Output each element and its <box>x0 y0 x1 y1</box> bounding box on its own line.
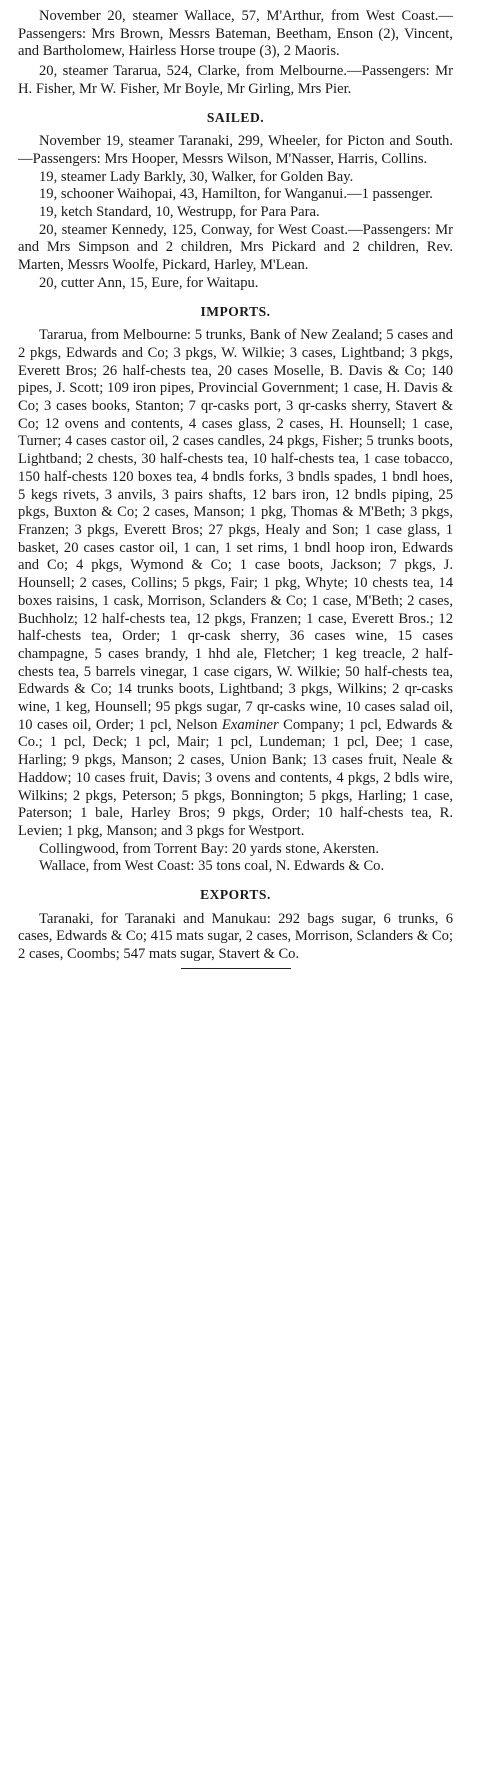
sailed-entry: 20, cutter Ann, 15, Eure, for Waitapu. <box>39 274 259 291</box>
sailed-entry: 19, steamer Lady Barkly, 30, Walker, for Golden Bay. <box>39 168 354 185</box>
imports-heading: IMPORTS. <box>200 303 271 319</box>
export-entry: Taranaki, for Taranaki and Manukau: 292 bags sugar, 6 trunks, 6 cases, Edwards & Co; 415 mats sugar, 2 cases, Morrison, Sclanders & Co; 2 cases, Coombs; 547 mats sugar, Stavert & Co. <box>18 910 453 963</box>
import-entry: Wallace, from West Coast: 35 tons coal, N. Edwards & Co. <box>39 858 385 875</box>
exports-heading: EXPORTS. <box>200 887 271 903</box>
import-entry: Collingwood, from Torrent Bay: 20 yards stone, Akersten. <box>39 840 379 857</box>
newspaper-name: Examiner <box>221 716 279 733</box>
sailed-heading: SAILED. <box>206 109 265 125</box>
arrival-entry: 20, steamer Tararua, 524, Clarke, from Melbourne.—Passengers: Mr H. Fisher, Mr W. Fisher, Mr Boyle, Mr Girling, Mrs Pier. <box>18 63 453 97</box>
sailed-entry: 19, schooner Waihopai, 43, Hamilton, for Wanganui.—1 passenger. <box>39 186 433 203</box>
import-entry-tararua <box>18 327 453 840</box>
import-text: Tararua, from Melbourne: 5 trunks, Bank of New Zealand; 5 cases and 2 pkgs, Edwards and Co; 3 pkgs, W. Wilkie; 3 cases, Lightband; 3 pkgs, Everett Bros; 26 half-chests tea, 20 cases Moselle, B. Davis & Co; 140 pipes, J. Scott; 109 iron pipes, Provincial Government; 1 case, H. Davis & Co; 3 cases books, Stanton; 7 qr-casks port, 3 qr-casks sherry, Stavert & Co; 12 ovens and contents, 4 cases glass, 2 cases, H. Hounsell; 1 case, Turner; 4 cases castor oil, 2 cases candles, 24 pkgs, Fisher; 5 trunks boots, Lightband; 2 chests, 30 half-chests tea, 10 half-chests tea, 1 case tobacco, 150 half-chests 120 boxes tea, 4 bndls forks, 3 bndls spades, 1 bndl hoes, 5 kegs rivets, 3 anvils, 3 pairs shafts, 12 bars iron, 12 bndls piping, 25 pkgs, Buxton & Co; 2 cases, Manson; 1 pkg, Thomas & M'Beth; 3 pkgs, Franzen; 3 pkgs, Everett Bros; 27 pkgs, Healy and Son; 1 case glass, 1 basket, 20 cases castor oil, 1 can, 1 set rims, 1 bndl hoop iron, Edwards and Co; 4 pkgs, Wymond & Co; 1 case boots, Jackson; 7 pkgs, J. Hounsell; 2 cases, Collins; 5 pkgs, Fair; 1 pkg, Whyte; 10 chests tea, 14 boxes raisins, 1 cask, Morrison, Sclanders & Co; 1 case, M'Beth; 2 cases, Buchholz; 12 half-chests tea, 12 pkgs, Franzen; 1 case, Everett Bros.; 12 half-chests tea, Order; 1 qr-cask sherry, 36 cases wine, 15 cases champagne, 5 cases brandy, 1 hhd ale, Fletcher; 1 keg treacle, 2 half-chests tea, 5 barrels vinegar, 1 case cigars, W. Wilkie; 50 half-chests tea, Edwards & Co; 14 trunks boots, Lightband; 3 pkgs, Wilkins; 2 qr-casks wine, 1 keg, Hounsell; 95 pkgs sugar, 7 qr-casks wine, 10 cases salad oil, 10 cases oil, Order; 1 pcl, Nelson <box>18 327 453 733</box>
sailed-entry: 20, steamer Kennedy, 125, Conway, for West Coast.—Passengers: Mr and Mrs Simpson and 2 children, Mrs Pickard and 2 children, Rev. Marten, Messrs Woolfe, Pickard, Harley, M'Lean. <box>18 221 453 274</box>
arrival-entry: November 20, steamer Wallace, 57, M'Arthur, from West Coast.—Passengers: Mrs Brown, Messrs Bateman, Beetham, Enson (2), Vincent, and Bartholomew, Hairless Horse troupe (3), 2 Maoris. <box>18 8 453 60</box>
sailed-entry: November 19, steamer Taranaki, 299, Wheeler, for Picton and South.—Passengers: Mrs Hooper, Messrs Wilson, M'Nasser, Harris, Collins. <box>18 133 453 167</box>
sailed-entry: 19, ketch Standard, 10, Westrupp, for Para Para. <box>39 204 320 221</box>
import-text: Company; 1 pcl, Edwards & Co.; 1 pcl, Deck; 1 pcl, Mair; 1 pcl, Lundeman; 1 pcl, Dee; 1 case, Harling; 9 pkgs, Manson; 2 cases, Union Bank; 13 cases fruit, Neale & Haddow; 10 cases fruit, Davis; 3 ovens and contents, 4 pkgs, 2 bdls wire, Wilkins; 2 pkgs, Peterson; 5 pkgs, Bonnington; 5 pkgs, Harling; 1 case, Paterson; 1 bale, Harley Bros; 9 pkgs, Order; 10 half-chests tea, R. Levien; 1 pkg, Manson; and 3 pkgs for Westport. <box>18 716 453 839</box>
column-end-rule <box>181 968 291 969</box>
